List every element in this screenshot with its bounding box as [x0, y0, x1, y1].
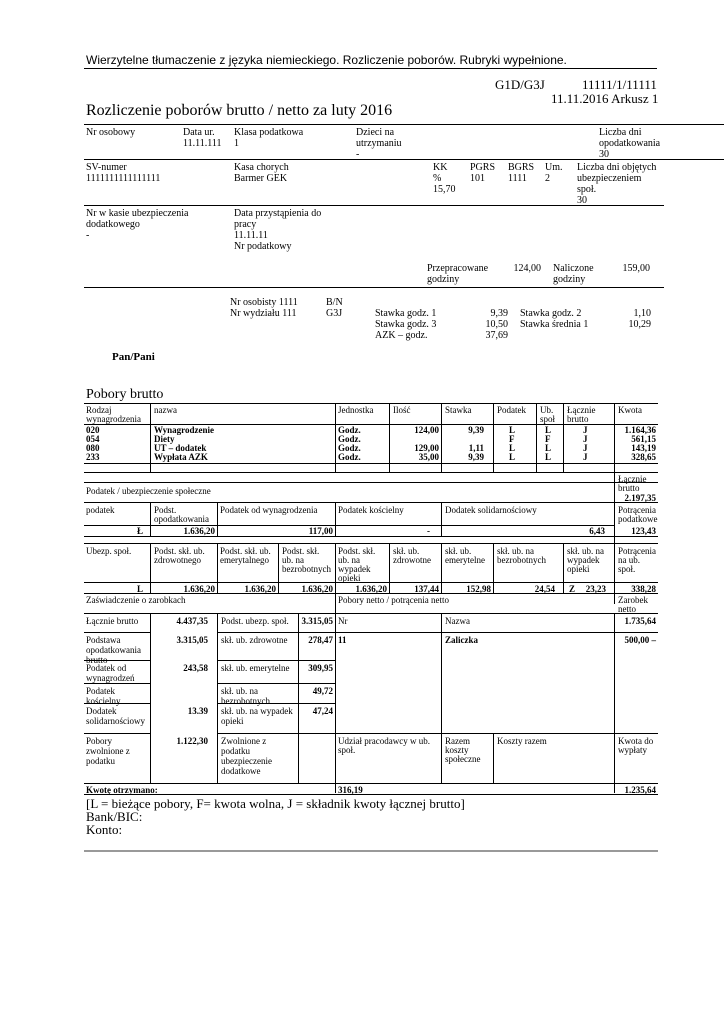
mid-row-value: 47,24: [312, 706, 333, 716]
mid-row-value: 49,72: [312, 686, 333, 696]
zarobki-col-2: [217, 613, 218, 783]
tax-r-solid: 6,43: [589, 526, 605, 536]
soc-v-8: 23,23: [585, 584, 606, 594]
soc-h-2b: zdrowotnego: [154, 555, 201, 565]
netto-bottom-h-line: [335, 733, 658, 734]
doc-ref: 11111/1/11111: [582, 77, 657, 92]
razem-3: społeczne: [445, 754, 481, 764]
zarobki-row-value: 1.122,30: [176, 736, 208, 746]
bgrs-label: BGRS: [508, 162, 535, 173]
brutto-title: Pobory brutto: [86, 387, 164, 402]
h-lacznie-2: brutto: [567, 414, 589, 424]
soc-h-8a: skł. ub. na: [497, 546, 534, 556]
netto-zarobek-1: Zarobek: [618, 595, 648, 605]
mid-row-value: 3.315,05: [301, 616, 333, 626]
soc-end-line: [84, 593, 658, 594]
personal-top-line: [84, 124, 724, 125]
dzieci-value: -: [356, 149, 360, 160]
srednia-value: 10,29: [628, 319, 651, 330]
h-ilosc: Ilość: [393, 405, 411, 415]
soc-v-4: 1.636,20: [355, 584, 387, 594]
doc-code: G1D/G3J: [495, 77, 545, 92]
brutto-col-2: [335, 403, 336, 472]
kk-value: 15,70: [433, 184, 456, 195]
brutto-cell-amount: 561,15: [631, 434, 656, 444]
soc-h-5d: opieki: [338, 573, 361, 583]
tax-top-line: [84, 482, 658, 483]
przepracowane-label-1: Przepracowane: [427, 263, 489, 274]
tax-r-L: Ł: [137, 526, 144, 536]
nr-osobowy-label: Nr osobowy: [86, 127, 136, 138]
kk-label: KK: [433, 162, 448, 173]
tax-lacznie-1: Łącznie: [618, 474, 647, 484]
brutto-cell-total: J: [583, 434, 588, 444]
tax-h-podst-2: opodatkowania: [154, 514, 209, 524]
brutto-cell-ub: F: [545, 434, 551, 444]
kwota-2: wypłaty: [618, 745, 647, 755]
kwote-total: 1.235,64: [624, 785, 656, 795]
brutto-cell-tax: F: [509, 434, 515, 444]
brutto-cell-total: J: [583, 443, 588, 453]
personal-line-2: [84, 159, 724, 160]
kasa-value: Barmer GEK: [234, 173, 288, 184]
brutto-cell-unit: Godz.: [338, 452, 361, 462]
soc-v-3: 1.636,20: [301, 584, 333, 594]
netto-item-name: Zaliczka: [445, 635, 478, 645]
h-ub-2: społ: [540, 414, 556, 424]
soc-h-3b: emerytalnego: [220, 555, 269, 565]
zarobki-row-label: Pobory zwolnione z podatku: [86, 736, 130, 766]
nr-podatkowy-label: Nr podatkowy: [234, 241, 292, 252]
h-lacznie-1: Łącznie: [567, 405, 596, 415]
brutto-col-5: [493, 403, 494, 472]
brutto-top-line: [84, 403, 658, 404]
nr-kasie-label-1: Nr w kasie ubezpieczenia: [86, 208, 189, 219]
stawka1-value: 9,39: [490, 308, 508, 319]
brutto-cell-code: 054: [86, 434, 100, 444]
zarobki-row-line: [84, 683, 150, 684]
brutto-cell-amount: 143,19: [631, 443, 656, 453]
soc-h-3a: Podst. skł. ub.: [220, 546, 271, 556]
razem-2: koszty: [445, 745, 469, 755]
zarobki-row-value: 3.315,05: [176, 635, 208, 645]
mid-row-line: [217, 733, 335, 734]
naliczone-label-2: godziny: [553, 274, 586, 285]
zarobki-row-label: Podatek kościelny: [86, 686, 121, 706]
netto-bottom-col: [493, 733, 494, 783]
brutto-cell-code: 233: [86, 452, 100, 462]
netto-item-value: 500,00 –: [624, 635, 656, 645]
tax-h-line: [84, 502, 658, 503]
netto-zarobek-2: netto: [618, 604, 636, 614]
tax-h-podst-1: Podst.: [154, 505, 177, 515]
soc-h-5a: Podst. skł.: [338, 546, 376, 556]
brutto-cell-rate: 1,11: [468, 443, 484, 453]
mid-row-line: [217, 703, 335, 704]
h-ub-1: Ub.: [540, 405, 554, 415]
soc-h-5c: wypadek: [338, 564, 371, 574]
zarobki-row-label: Podatek od wynagrodzeń: [86, 663, 135, 683]
banner-divider: [84, 68, 657, 69]
zarobki-divider: [335, 593, 336, 793]
mid-row-label: skł. ub. na wypadek opieki: [221, 706, 293, 726]
brutto-cell-code: 080: [86, 443, 100, 453]
tax-h-koscielny: Podatek kościelny: [338, 505, 404, 515]
kwota-1: Kwota do: [618, 736, 654, 746]
kwote-top-line: [84, 783, 658, 784]
bn-label: B/N: [326, 297, 343, 308]
stawka2-label: Stawka godz. 2: [520, 308, 582, 319]
brutto-cell-tax: L: [509, 443, 516, 453]
brutto-end-line: [84, 472, 658, 473]
zarobki-row-value: 13.39: [187, 706, 208, 716]
zarobki-row-line: [84, 660, 150, 661]
tax-h-potr-1: Potrącenia: [618, 505, 656, 515]
um-value: 2: [545, 173, 550, 184]
netto-col-1: [441, 613, 442, 783]
tax-r-potr: 123,43: [631, 526, 656, 536]
sv-label: SV-numer: [86, 162, 127, 173]
soc-h-4b: ub. na: [282, 555, 304, 565]
udzial-2: społ.: [338, 745, 356, 755]
zarobki-row-line: [84, 632, 150, 633]
h-rodzaj-1: Rodzaj: [86, 405, 112, 415]
koszty-razem: Koszty razem: [497, 736, 547, 746]
pgrs-label: PGRS: [470, 162, 496, 173]
nr-osobisty: Nr osobisty 1111: [230, 297, 298, 308]
konto-label: Konto:: [86, 822, 123, 837]
zarobki-row-line: [84, 703, 150, 704]
naliczone-label-1: Naliczone: [553, 263, 594, 274]
soc-v-1: 1.636,20: [183, 584, 215, 594]
g3j-label: G3J: [326, 308, 343, 319]
tax-h-solid: Dodatek solidarnościowy: [445, 505, 537, 515]
tax-lacznie-2: brutto: [618, 483, 640, 493]
tax-r-podst: 1.636,20: [183, 526, 215, 536]
um-label: Um.: [545, 162, 563, 173]
przepracowane-value: 124,00: [513, 263, 541, 274]
kk-pct: %: [433, 173, 442, 184]
dni-ub-label-1: Liczba dni objętych: [577, 162, 657, 173]
tax-r-kosc: -: [427, 526, 430, 536]
netto-label: Pobory netto / potrącenia netto: [338, 595, 449, 605]
soc-h-2a: Podst. skł. ub.: [154, 546, 205, 556]
soc-h-6b: zdrowotne: [393, 555, 431, 565]
azk-label: AZK – godz.: [375, 330, 428, 341]
soc-h-10c: społ.: [618, 564, 636, 574]
tax-h-podatek: podatek: [86, 505, 115, 515]
zarobki-row-line: [84, 613, 150, 614]
kasa-label: Kasa chorych: [234, 162, 289, 173]
brutto-cell-name: UT – dodatek: [154, 443, 207, 453]
zarobki-row-value: 4.437,35: [176, 616, 208, 626]
zarobki-row-label: Dodatek solidarnościowy: [86, 706, 145, 726]
stawka3-label: Stawka godz. 3: [375, 319, 437, 330]
bgrs-value: 1111: [508, 173, 527, 184]
netto-nr-label: Nr: [338, 616, 348, 626]
zarobki-h-line: [84, 613, 658, 614]
tax-end-line: [84, 536, 658, 537]
brutto-col-7: [563, 403, 564, 472]
doc-date-sheet: 11.11.2016 Arkusz 1: [551, 91, 659, 106]
brutto-cell-total: J: [583, 452, 588, 462]
stawka2-value: 1,10: [633, 308, 651, 319]
soc-h-7b: emerytelne: [445, 555, 485, 565]
mid-row-label: Podst. ubezp. społ.: [221, 616, 289, 626]
brutto-cell-amount: 1.164,36: [624, 425, 656, 435]
azk-value: 37,69: [485, 330, 508, 341]
nr-wydzialu: Nr wydziału 111: [230, 308, 297, 319]
h-jednostka: Jednostka: [338, 405, 374, 415]
brutto-cell-name: Wynagrodzenie: [154, 425, 214, 435]
h-stawka: Stawka: [445, 405, 472, 415]
dni-ub-label-3: społ.: [577, 184, 597, 195]
data-ur-value: 11.11.111: [183, 138, 222, 149]
page-title: Rozliczenie poborów brutto / netto za luty 2016: [86, 102, 393, 119]
netto-h-line: [335, 632, 658, 633]
brutto-bottom-line: [84, 463, 658, 464]
netto-item-nr: 11: [338, 635, 347, 645]
kwote-label: Kwotę otrzymano:: [86, 785, 158, 795]
zarobki-row-line: [84, 733, 150, 734]
brutto-cell-rate: 9,39: [468, 425, 484, 435]
zarobki-row-value: 243,58: [183, 663, 208, 673]
netto-nazwa-label: Nazwa: [445, 616, 470, 626]
dni-ub-label-2: ubezpieczeniem: [577, 173, 642, 184]
zarobki-row-label: Łącznie brutto: [86, 616, 139, 626]
mid-row-label: Zwolnione z podatku ubezpieczenie dodatkowe: [221, 736, 272, 776]
translation-banner: Wierzytelne tłumaczenie z języka niemieckiego. Rozliczenie poborów. Rubryki wypełnione.: [86, 53, 567, 67]
tax-section-label: Podatek / ubezpieczenie społeczne: [86, 486, 211, 496]
brutto-cell-qty: 35,00: [418, 452, 439, 462]
naliczone-value: 159,00: [622, 263, 650, 274]
brutto-cell-ub: L: [545, 443, 552, 453]
sv-value: 1111111111111111: [86, 173, 161, 184]
data-przyst-value: 11.11.11: [234, 230, 268, 241]
brutto-cell-tax: L: [509, 452, 516, 462]
h-kwota: Kwota: [618, 405, 642, 415]
nr-kasie-value: -: [86, 230, 90, 241]
soc-r-L: L: [137, 584, 144, 594]
footer-rule: [84, 850, 658, 852]
soc-v-9: 338,28: [631, 584, 656, 594]
soc-top-line: [84, 543, 658, 544]
tax-r-od-wyn: 117,00: [308, 526, 333, 536]
dzieci-label-2: utrzymaniu: [356, 138, 402, 149]
soc-h-10b: na ub.: [618, 555, 640, 565]
kwote-value: 316,19: [338, 785, 363, 795]
brutto-cell-unit: Godz.: [338, 434, 361, 444]
data-przyst-label-2: pracy: [234, 219, 257, 230]
data-ur-label: Data ur.: [183, 127, 215, 138]
soc-row-line: [84, 582, 658, 583]
soc-h-7a: skł. ub.: [445, 546, 472, 556]
brutto-cell-code: 020: [86, 425, 100, 435]
brutto-col-1: [150, 403, 151, 472]
tax-h-od-wyn: Podatek od wynagrodzenia: [220, 505, 318, 515]
mid-row-line: [217, 613, 335, 614]
zarobki-label: Zaświadczenie o zarobkach: [86, 595, 186, 605]
tax-h-potr-2: podatkowe: [618, 514, 658, 524]
soc-z: Z: [569, 584, 576, 594]
stawka3-value: 10,50: [485, 319, 508, 330]
srednia-label: Stawka średnia 1: [520, 319, 589, 330]
brutto-cell-unit: Godz.: [338, 425, 361, 435]
brutto-cell-name: Wypłata AZK: [154, 452, 208, 462]
legend: [L = bieżące pobory, F= kwota wolna, J = składnik kwoty łącznej brutto]: [86, 796, 465, 811]
dni-ub-value: 30: [577, 195, 587, 206]
h-nazwa: nazwa: [154, 405, 177, 415]
przepracowane-label-2: godziny: [427, 274, 460, 285]
mid-row-value: 309,95: [308, 663, 333, 673]
soc-h-6a: skł. ub.: [393, 546, 420, 556]
mid-row-line: [217, 660, 335, 661]
soc-h-9a: skł. ub. na: [567, 546, 604, 556]
soc-v-2: 1.636,20: [244, 584, 276, 594]
brutto-cell-ub: L: [545, 452, 552, 462]
liczba-dni-label-1: Liczba dni: [599, 127, 642, 138]
brutto-cell-amount: 328,65: [631, 452, 656, 462]
soc-v-7: 24,54: [534, 584, 555, 594]
data-przyst-label-1: Data przystąpienia do: [234, 208, 322, 219]
h-podatek: Podatek: [497, 405, 526, 415]
mid-row-label: skł. ub. na bezrobotnych: [221, 686, 270, 706]
klasa-value: 1: [234, 138, 239, 149]
brutto-cell-total: J: [583, 425, 588, 435]
nr-kasie-label-2: dodatkowego: [86, 219, 140, 230]
brutto-cell-qty: 124,00: [414, 425, 439, 435]
brutto-cell-qty: 129,00: [414, 443, 439, 453]
zarobki-row-label: Podstawa opodatkowania brutto: [86, 635, 141, 665]
soc-v-5: 137,44: [414, 584, 439, 594]
mid-row-label: skł. ub. emerytelne: [221, 663, 290, 673]
soc-h-5b: ub. na: [338, 555, 360, 565]
brutto-cell-tax: L: [509, 425, 516, 435]
soc-v-6: 152,98: [466, 584, 491, 594]
soc-h-4a: Podst. skł.: [282, 546, 320, 556]
netto-zarobek-value: 1.735,64: [624, 616, 656, 626]
mid-row-label: skł. ub. zdrowotne: [221, 635, 288, 645]
soc-h-9c: opieki: [567, 564, 590, 574]
brutto-cell-name: Diety: [154, 434, 175, 444]
kwote-bottom-line: [84, 794, 658, 795]
brutto-cell-ub: L: [545, 425, 552, 435]
tax-lacznie-value: 2.197,35: [624, 493, 656, 503]
soc-h-8b: bezrobotnych: [497, 555, 546, 565]
mid-row-value: 278,47: [308, 635, 333, 645]
h-rodzaj-2: wynagrodzenia: [86, 414, 141, 424]
mid-row-line: [217, 632, 335, 633]
personal-line-3: [84, 205, 664, 206]
bank-label: Bank/BIC:: [86, 809, 143, 824]
pgrs-value: 101: [470, 173, 485, 184]
udzial-1: Udział pracodawcy w ub.: [338, 736, 430, 746]
brutto-cell-unit: Godz.: [338, 443, 361, 453]
mid-row-line: [217, 683, 335, 684]
soc-h-9b: wypadek: [567, 555, 600, 565]
liczba-dni-label-2: opodatkowania: [599, 138, 661, 149]
soc-h-4c: bezrobotnych: [282, 564, 331, 574]
brutto-cell-rate: 9,39: [468, 452, 484, 462]
razem-1: Razem: [445, 736, 470, 746]
dzieci-label-1: Dzieci na: [356, 127, 395, 138]
soc-h-1: Ubezp. społ.: [86, 546, 132, 556]
addressee: Pan/Pani: [112, 351, 155, 363]
liczba-dni-value: 30: [599, 149, 609, 160]
stawka1-label: Stawka godz. 1: [375, 308, 437, 319]
personal-line-4: [84, 287, 664, 288]
klasa-label: Klasa podatkowa: [234, 127, 304, 138]
brutto-col-6: [536, 403, 537, 472]
soc-h-10a: Potrącenia: [618, 546, 656, 556]
